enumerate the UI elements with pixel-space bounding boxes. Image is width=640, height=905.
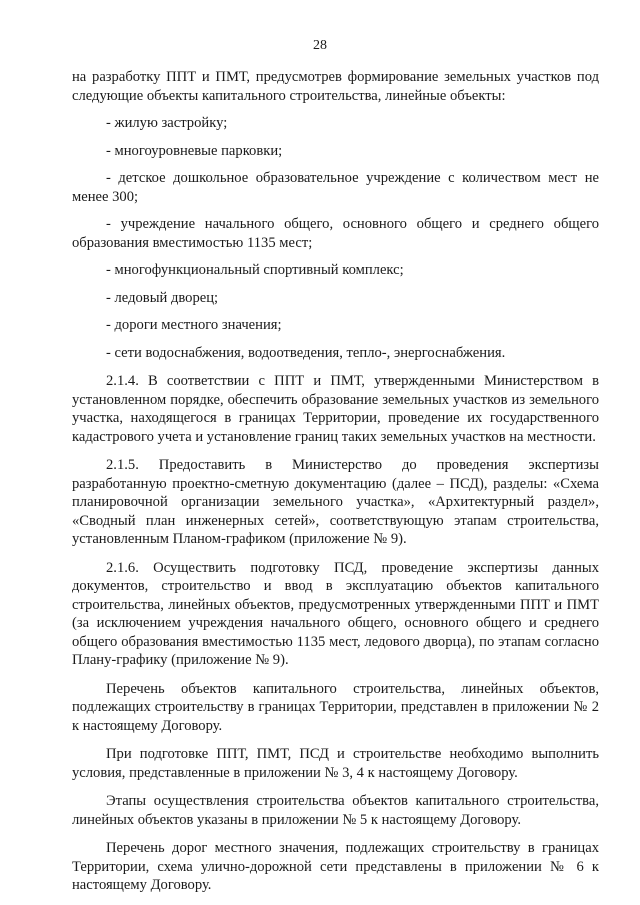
list-item-ice-palace: - ледовый дворец; bbox=[106, 289, 219, 306]
list-item-roads: - дороги местного значения; bbox=[106, 317, 282, 333]
document-body bbox=[72, 68, 599, 895]
list-item-school: - учреждение начального общего, основного общего и среднего общего образования вместимостью 1135 мест; bbox=[72, 216, 599, 251]
list-item-kindergarten: - детское дошкольное образовательное учреждение с количеством мест не менее 300; bbox=[72, 170, 599, 205]
paragraph-intro: на разработку ППТ и ПМТ, предусмотрев формирование земельных участков под следующие объекты капитального строительства, линейные объекты: bbox=[72, 69, 599, 104]
list-item-utility-networks: - сети водоснабжения, водоотведения, тепло-, энергоснабжения. bbox=[106, 344, 506, 361]
paragraph-objects-list: Перечень объектов капитального строительства, линейных объектов, подлежащих строительству в границах Территории, представлен в приложении № 2 к настоящему Договору. bbox=[72, 680, 599, 734]
clause-2-1-6: 2.1.6. Осуществить подготовку ПСД, проведение экспертизы данных документов, строительство и ввод в эксплуатацию объектов капитального строительства, линейных объектов, предусмотренных утвержденными ППТ и ПМТ (за исключением учреждения начального общего, основного общего и среднего общего образования вместимостью 1135 мест, ледового дворца), по этапам согласно Плану-графику (приложение № 9). bbox=[72, 559, 599, 668]
clause-2-1-5: 2.1.5. Предоставить в Министерство до проведения экспертизы разработанную проектно-сметную документацию (далее – ПСД), разделы: «Схема планировочной организации земельного участка», «Архитектурный раздел», «Сводный план инженерных сетей», соответствующую этапам строительства, установленным Планом-графиком (приложение № 9). bbox=[72, 457, 599, 547]
list-item-housing: - жилую застройку; bbox=[106, 115, 228, 131]
clause-2-1-4: 2.1.4. В соответствии с ППТ и ПМТ, утвержденными Министерством в установленном порядке, обеспечить образование земельных участков из земельного участка, находящегося в границах Территории, проведение их государственного кадастрового учета и установление границ таких земельных участков на местности. bbox=[72, 373, 599, 445]
page-number: 28 bbox=[313, 38, 327, 53]
paragraph-stages: Этапы осуществления строительства объектов капитального строительства, линейных объектов указаны в приложении № 5 к настоящему Договору. bbox=[72, 793, 599, 828]
paragraph-roads-list: Перечень дорог местного значения, подлежащих строительству в границах Территории, схема улично-дорожной сети представлены в приложении № 6 к настоящему Договору. bbox=[72, 840, 599, 893]
paragraph-conditions: При подготовке ППТ, ПМТ, ПСД и строительстве необходимо выполнить условия, представленные в приложении № 3, 4 к настоящему Договору. bbox=[72, 746, 599, 781]
list-item-parking: - многоуровневые парковки; bbox=[106, 142, 283, 159]
list-item-sports-complex: - многофункциональный спортивный комплекс; bbox=[106, 262, 404, 278]
